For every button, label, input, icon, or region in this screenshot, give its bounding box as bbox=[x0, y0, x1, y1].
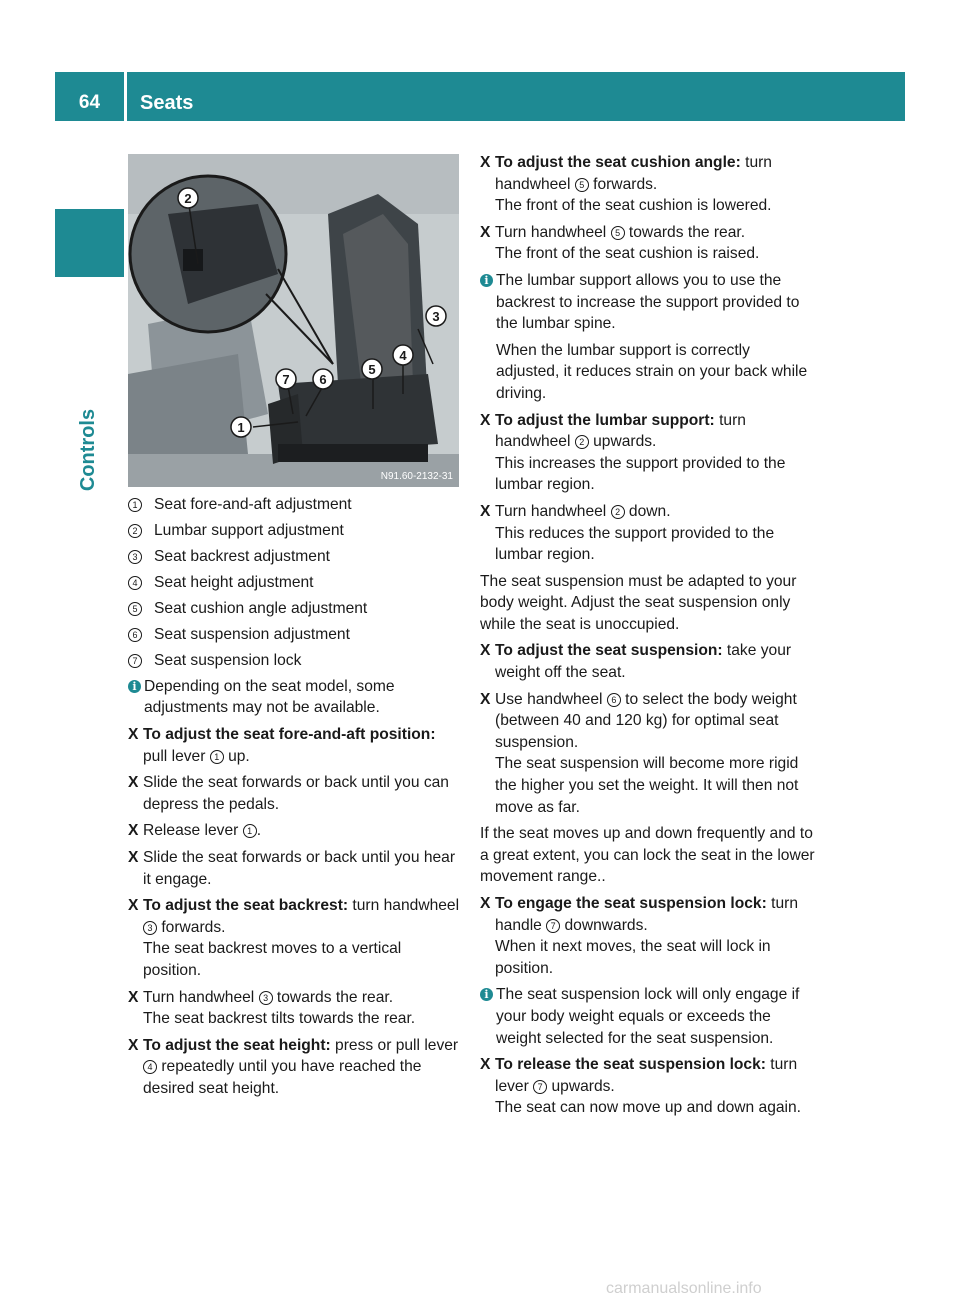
step-result: The seat can now move up and down again. bbox=[495, 1099, 802, 1117]
instruction-step bbox=[480, 152, 816, 217]
info-text: When the lumbar support is correctly adjusted, it reduces strain on your back while driving. bbox=[496, 341, 808, 402]
circled-number-icon: 7 bbox=[546, 919, 560, 933]
step-text: towards the rear. bbox=[272, 988, 394, 1006]
step-text: . bbox=[256, 822, 262, 840]
body-paragraph: The seat suspension must be adapted to your body weight. Adjust the seat suspension only while the seat is unoccupied. bbox=[480, 572, 797, 633]
callout-label: 1 bbox=[237, 420, 245, 435]
step-heading: To adjust the seat backrest: bbox=[143, 897, 349, 915]
callout-label: 7 bbox=[282, 372, 290, 387]
step-text: turn handle bbox=[495, 895, 798, 934]
step-text: Turn handwheel bbox=[143, 988, 259, 1006]
right-column bbox=[480, 152, 816, 1124]
step-text: Turn handwheel bbox=[495, 502, 611, 520]
step-result: This increases the support provided to the lumbar region. bbox=[495, 454, 786, 494]
callout-label: 2 bbox=[184, 191, 192, 206]
circled-number-icon: 5 bbox=[575, 178, 589, 192]
step-arrow-icon: X bbox=[128, 726, 139, 744]
info-icon: i bbox=[128, 680, 141, 693]
instruction-step bbox=[128, 724, 462, 767]
instruction-step bbox=[480, 222, 816, 265]
step-arrow-icon: X bbox=[480, 690, 491, 708]
step-text: turn handwheel bbox=[495, 154, 772, 193]
step-arrow-icon: X bbox=[128, 822, 139, 840]
step-heading: To adjust the lumbar support: bbox=[495, 411, 715, 429]
instruction-step bbox=[480, 410, 816, 496]
circled-number-icon: 6 bbox=[128, 628, 142, 642]
instruction-step bbox=[128, 895, 462, 981]
step-result: This reduces the support provided to the lumbar region. bbox=[495, 524, 775, 564]
body-paragraph: If the seat moves up and down frequently and to a great extent, you can lock the seat in the lower movement range.. bbox=[480, 825, 815, 886]
info-text: Depending on the seat model, some adjustments may not be available. bbox=[144, 677, 395, 717]
circled-number-icon: 6 bbox=[607, 693, 621, 707]
legend-text: Seat suspension adjustment bbox=[154, 625, 350, 643]
circled-number-icon: 3 bbox=[128, 550, 142, 564]
circled-number-icon: 7 bbox=[128, 654, 142, 668]
step-arrow-icon: X bbox=[128, 988, 139, 1006]
legend-item bbox=[128, 598, 462, 620]
callout-label: 6 bbox=[319, 372, 327, 387]
step-result: The seat suspension will become more rigid the higher you set the weight. It will then not move as far. bbox=[495, 755, 799, 816]
step-heading: To adjust the seat suspension: bbox=[495, 642, 723, 660]
step-result: The seat backrest moves to a vertical position. bbox=[143, 940, 402, 980]
info-icon: i bbox=[480, 988, 493, 1001]
info-text: The lumbar support allows you to use the backrest to increase the support provided to the lumbar spine. bbox=[496, 271, 800, 333]
legend-text: Seat suspension lock bbox=[154, 651, 302, 669]
circled-number-icon: 2 bbox=[575, 435, 589, 449]
instruction-step bbox=[128, 847, 462, 890]
step-text: upwards. bbox=[588, 433, 657, 451]
circled-number-icon: 3 bbox=[143, 921, 157, 935]
step-text: turn handwheel bbox=[495, 411, 746, 451]
step-text: upwards. bbox=[547, 1077, 615, 1095]
callout-label: 3 bbox=[432, 309, 440, 324]
legend-item bbox=[128, 650, 462, 672]
step-heading: To engage the seat suspension lock: bbox=[495, 895, 767, 912]
legend-item bbox=[128, 494, 462, 516]
step-result: When it next moves, the seat will lock in position. bbox=[495, 938, 771, 977]
side-tab bbox=[55, 209, 124, 277]
section-title: Seats bbox=[140, 92, 194, 114]
step-text: turn handwheel bbox=[348, 897, 460, 915]
instruction-step bbox=[480, 1054, 816, 1119]
legend-text: Seat fore-and-aft adjustment bbox=[154, 496, 352, 513]
legend-item bbox=[128, 520, 462, 542]
legend-item bbox=[128, 546, 462, 568]
step-arrow-icon: X bbox=[480, 1056, 491, 1074]
step-arrow-icon: X bbox=[480, 895, 491, 912]
step-heading: To adjust the seat fore-and-aft position: bbox=[143, 726, 436, 744]
watermark: carmanualsonline.info bbox=[606, 1280, 762, 1297]
callout-label: 5 bbox=[368, 362, 376, 377]
page-number: 64 bbox=[78, 92, 101, 113]
step-text: Use handwheel bbox=[495, 690, 607, 708]
header-divider bbox=[124, 72, 127, 121]
step-text: towards the rear. bbox=[624, 223, 746, 241]
circled-number-icon: 2 bbox=[128, 524, 142, 538]
step-heading: To adjust the seat height: bbox=[143, 1036, 331, 1054]
step-text: press or pull lever bbox=[330, 1036, 459, 1054]
step-heading: To release the seat suspension lock: bbox=[495, 1056, 766, 1074]
step-text: up. bbox=[223, 747, 250, 765]
instruction-step bbox=[128, 772, 462, 815]
legend-text: Seat cushion angle adjustment bbox=[154, 599, 368, 617]
step-arrow-icon: X bbox=[128, 1036, 139, 1054]
legend-text: Seat backrest adjustment bbox=[154, 547, 330, 565]
info-note bbox=[480, 984, 816, 1049]
step-text: pull lever bbox=[143, 747, 210, 765]
instruction-step bbox=[128, 1035, 462, 1100]
figure-code: N91.60-2132-31 bbox=[380, 471, 453, 482]
step-text: downwards. bbox=[560, 916, 648, 934]
step-arrow-icon: X bbox=[480, 642, 491, 660]
step-arrow-icon: X bbox=[128, 774, 139, 792]
step-arrow-icon: X bbox=[480, 502, 491, 520]
step-heading: To adjust the seat cushion angle: bbox=[495, 154, 741, 171]
circled-number-icon: 5 bbox=[611, 226, 625, 240]
seat-figure bbox=[128, 154, 459, 487]
step-result: The seat backrest tilts towards the rear. bbox=[143, 1010, 416, 1028]
instruction-step bbox=[128, 820, 462, 842]
step-text: take your weight off the seat. bbox=[495, 642, 792, 682]
step-text: Slide the seat forwards or back until you can depress the pedals. bbox=[143, 774, 449, 813]
step-text: turn lever bbox=[495, 1056, 798, 1095]
circled-number-icon: 1 bbox=[210, 750, 224, 764]
instruction-step bbox=[480, 893, 816, 979]
step-arrow-icon: X bbox=[480, 223, 491, 241]
step-arrow-icon: X bbox=[128, 849, 139, 867]
info-icon: i bbox=[480, 274, 493, 287]
circled-number-icon: 7 bbox=[533, 1080, 547, 1094]
circled-number-icon: 5 bbox=[128, 602, 142, 616]
step-text: repeatedly until you have reached the desired seat height. bbox=[143, 1058, 422, 1097]
step-text: down. bbox=[624, 502, 671, 520]
instruction-step bbox=[480, 689, 816, 819]
info-note bbox=[128, 676, 462, 719]
instruction-step bbox=[480, 640, 816, 683]
step-arrow-icon: X bbox=[480, 154, 491, 171]
legend-item bbox=[128, 624, 462, 646]
circled-number-icon: 2 bbox=[611, 505, 625, 519]
seat-illustration bbox=[128, 154, 459, 487]
instruction-step bbox=[128, 987, 462, 1030]
circled-number-icon: 4 bbox=[128, 576, 142, 590]
legend-text: Seat height adjustment bbox=[154, 573, 314, 591]
step-text: Release lever bbox=[143, 822, 243, 840]
step-text: forwards. bbox=[157, 918, 226, 936]
step-result: The front of the seat cushion is raised. bbox=[495, 245, 760, 263]
step-result: The front of the seat cushion is lowered. bbox=[495, 197, 772, 215]
circled-number-icon: 1 bbox=[243, 824, 257, 838]
side-tab-label: Controls bbox=[76, 408, 99, 492]
circled-number-icon: 1 bbox=[128, 498, 142, 512]
info-text: The seat suspension lock will only engage if your body weight equals or exceeds the weight selected for the seat suspension. bbox=[496, 986, 800, 1047]
legend-text: Lumbar support adjustment bbox=[154, 521, 344, 539]
step-text: to select the body weight (between 40 and 120 kg) for optimal seat suspension. bbox=[495, 690, 797, 751]
info-note bbox=[480, 270, 816, 405]
left-column bbox=[128, 494, 462, 1105]
step-text: Slide the seat forwards or back until you hear it engage. bbox=[143, 849, 456, 888]
circled-number-icon: 4 bbox=[143, 1060, 157, 1074]
instruction-step bbox=[480, 501, 816, 566]
step-text: Turn handwheel bbox=[495, 223, 611, 241]
legend-item bbox=[128, 572, 462, 594]
step-arrow-icon: X bbox=[480, 411, 491, 429]
step-arrow-icon: X bbox=[128, 897, 139, 915]
callout-label: 4 bbox=[399, 348, 407, 363]
circled-number-icon: 3 bbox=[259, 991, 273, 1005]
step-text: forwards. bbox=[588, 175, 658, 193]
